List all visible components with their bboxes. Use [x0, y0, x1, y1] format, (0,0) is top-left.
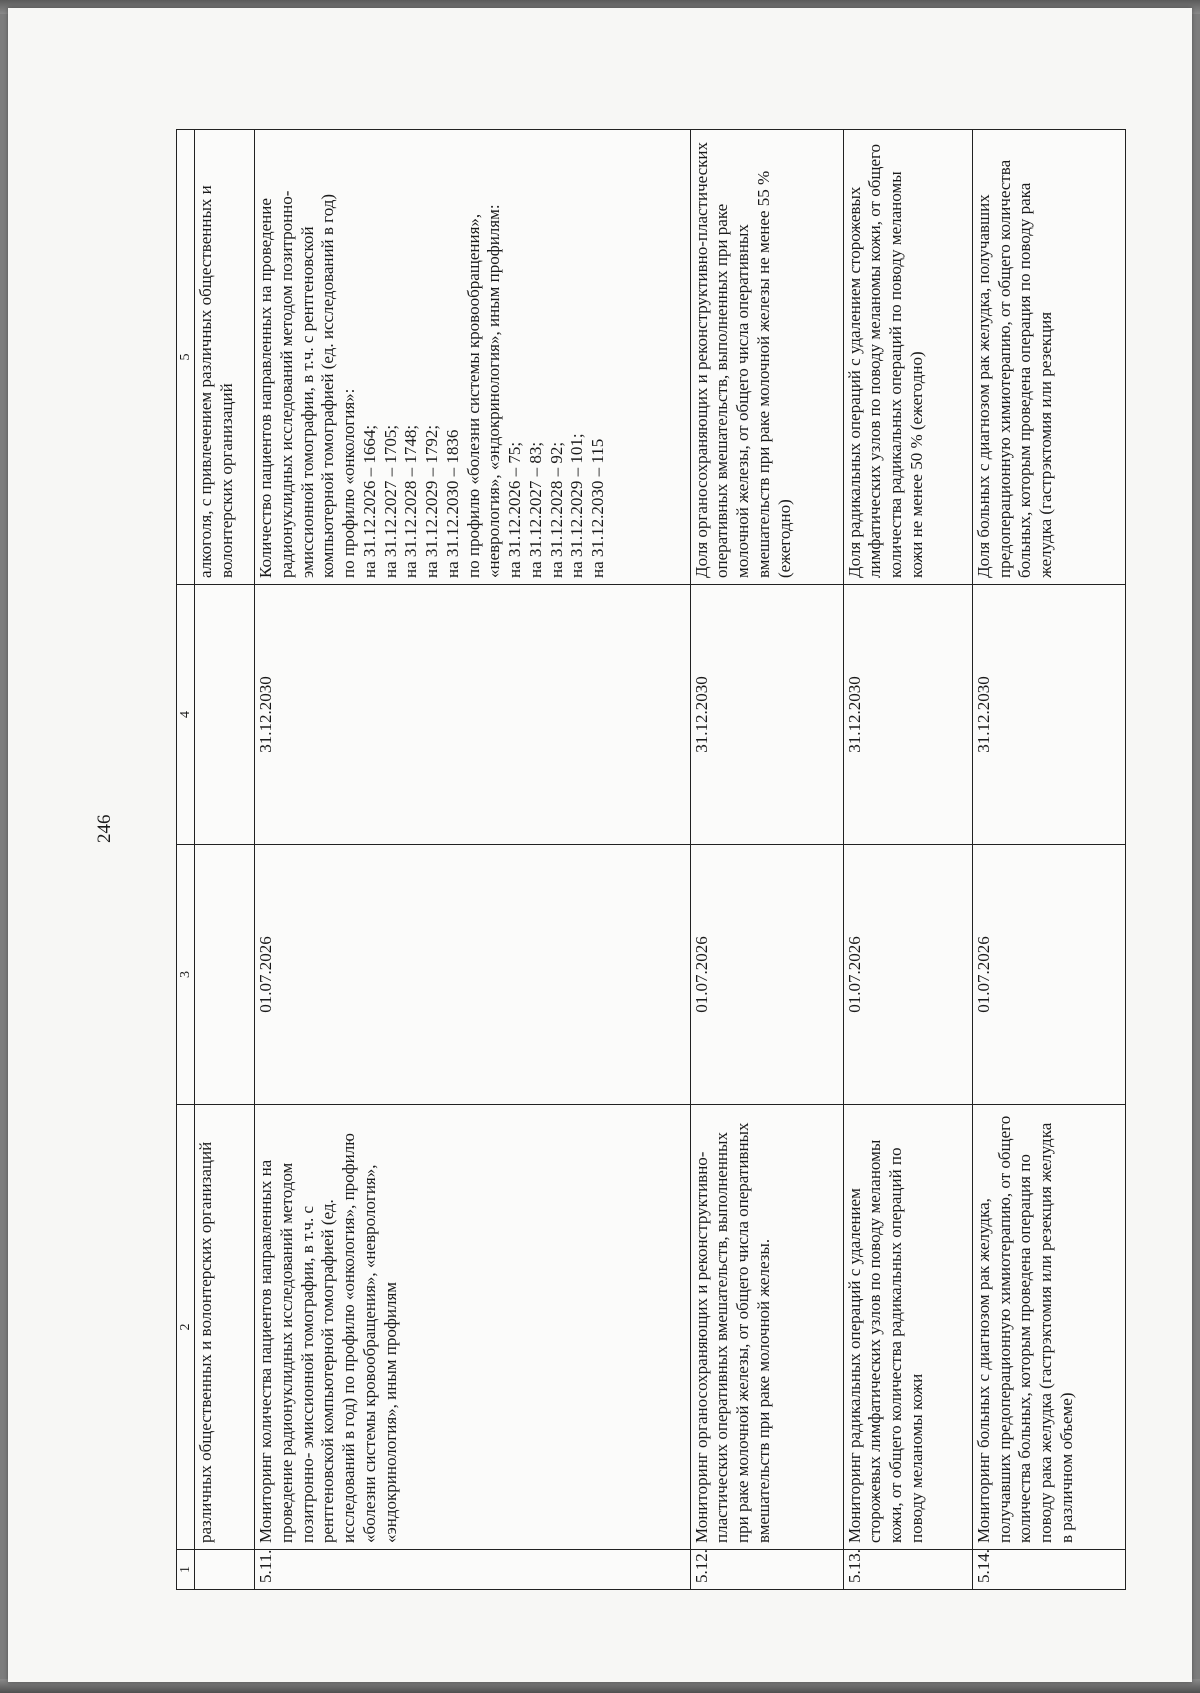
cell-start [195, 845, 255, 1105]
cell-num: 5.11. [255, 1550, 690, 1590]
indicator-text: по профилю «онкология»: [339, 388, 359, 578]
cell-start-date: 01.07.2026 [255, 845, 690, 1105]
indicator-text: на 31.12.2028 – 92; [546, 441, 566, 578]
table-rotation-wrapper [176, 130, 1126, 1590]
header-col-1: 1 [177, 1550, 195, 1590]
cell-start-date: 01.07.2026 [690, 845, 843, 1105]
cell-activity: Мониторинг количества пациентов направленных на проведение радионуклидных исследований методом позитронно- эмиссионной томографии, в т.ч. с рентгеновской компьютерной томографией (ед. исследований в год) по профилю «онкология», профилю «болезни системы кровообращения», «неврология», «эндокринология», иным профилям [255, 1105, 690, 1550]
cell-end-date: 31.12.2030 [255, 585, 690, 845]
table-header-row [177, 130, 195, 1590]
page-number: 246 [94, 814, 115, 843]
table-row-5-11 [255, 130, 690, 1590]
indicator-text: на 31.12.2027 – 1705; [380, 424, 400, 578]
cell-start-date: 01.07.2026 [972, 845, 1125, 1105]
cell-num: 5.14. [972, 1550, 1125, 1590]
header-col-4: 4 [177, 585, 195, 845]
indicator-text: на 31.12.2027 – 83; [525, 441, 545, 578]
indicator-text: Количество пациентов направленных на проведение радионуклидных исследований методом позитронно- эмиссионной томографии, в т.ч. с рентгеновской компьютерной томографией (ед. исследований в год) [256, 190, 338, 578]
cell-end-date: 31.12.2030 [843, 585, 972, 845]
header-col-3: 3 [177, 845, 195, 1105]
table-row-continuation [195, 130, 255, 1590]
cell-indicator: Доля органосохраняющих и реконструктивно-пластических оперативных вмешательств, выполненных при раке молочной железы, от общего числа оперативных вмешательств при раке молочной железы не менее 55 % (ежегодно) [690, 130, 843, 585]
indicator-text: на 31.12.2026 – 75; [505, 441, 525, 578]
cell-start-date: 01.07.2026 [843, 845, 972, 1105]
cell-activity: Мониторинг больных с диагнозом рак желудка, получавших предоперационную химиотерапию, от общего количества больных, которым проведена операция по поводу рака желудка (гастрэктомия или резекция желудка в различном объеме) [972, 1105, 1125, 1550]
indicator-text: по профилю «болезни системы кровообращения», «неврология», «эндокринология», иным профилям: [463, 204, 504, 578]
table-row-5-12 [690, 130, 843, 1590]
cell-activity: Мониторинг органосохраняющих и реконструктивно-пластических оперативных вмешательств, выполненных при раке молочной железы, от общего числа оперативных вмешательств при раке молочной железы. [690, 1105, 843, 1550]
cell-num: 5.13. [843, 1550, 972, 1590]
cell-indicator: Доля больных с диагнозом рак желудка, получавших предоперационную химиотерапию, от общего количества больных, которым проведена операция по поводу рака желудка (гастрэктомия или резекция [972, 130, 1125, 585]
cell-num [195, 1550, 255, 1590]
table-row-5-13 [843, 130, 972, 1590]
header-col-5: 5 [177, 130, 195, 585]
cell-indicator: Доля радикальных операций с удалением сторожевых лимфатических узлов по поводу меланомы кожи, от общего количества радикальных операций по поводу меланомы кожи не менее 50 % (ежегодно) [843, 130, 972, 585]
table-row-5-14 [972, 130, 1125, 1590]
indicator-text: на 31.12.2028 – 1748; [401, 424, 421, 578]
cell-indicator [255, 130, 690, 585]
cell-activity: Мониторинг радикальных операций с удалением сторожевых лимфатических узлов по поводу меланомы кожи, от общего количества радикальных операций по поводу меланомы кожи [843, 1105, 972, 1550]
indicator-text: на 31.12.2030 – 115 [587, 438, 607, 578]
header-col-2: 2 [177, 1105, 195, 1550]
cell-end-date: 31.12.2030 [972, 585, 1125, 845]
measures-table [176, 129, 1126, 1590]
cell-activity: различных общественных и волонтерских организаций [195, 1105, 255, 1550]
indicator-text: на 31.12.2029 – 1792; [422, 424, 442, 578]
cell-indicator: алкоголя, с привлечением различных общественных и волонтерских организаций [195, 130, 255, 585]
indicator-text: на 31.12.2030 – 1836 [442, 429, 462, 578]
cell-end [195, 585, 255, 845]
cell-end-date: 31.12.2030 [690, 585, 843, 845]
indicator-text: на 31.12.2029 – 101; [567, 433, 587, 578]
cell-num: 5.12. [690, 1550, 843, 1590]
indicator-text: на 31.12.2026 – 1664; [359, 424, 379, 578]
